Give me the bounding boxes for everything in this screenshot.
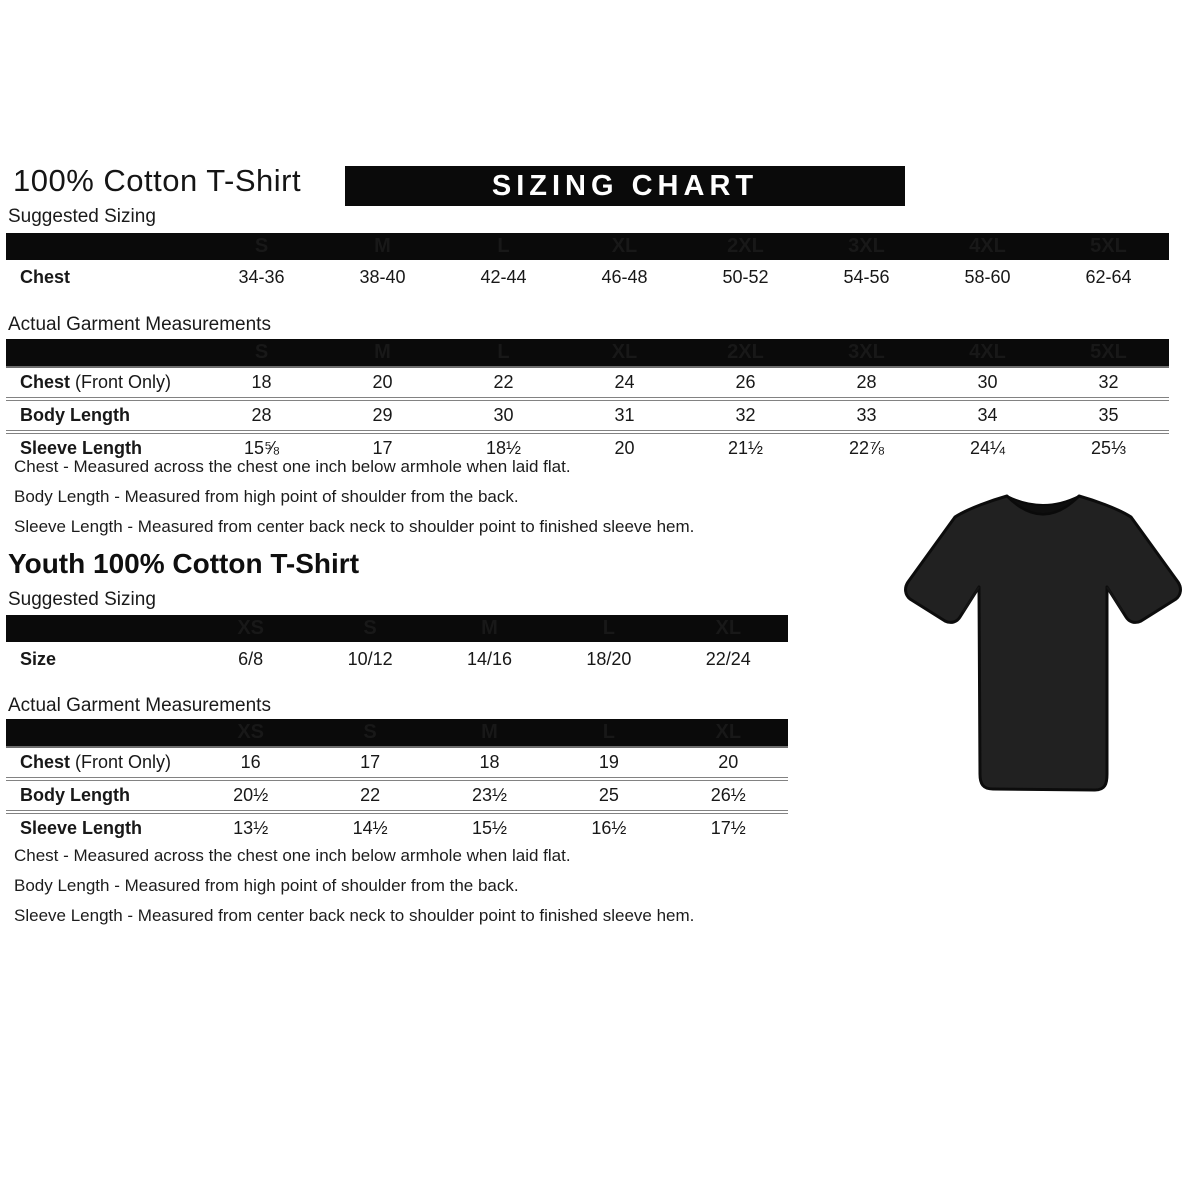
column-header: XL [611, 341, 638, 363]
table-cell: 22 [360, 785, 381, 805]
table-cell: 33 [856, 405, 877, 425]
table-cell: 24¼ [969, 438, 1006, 458]
table-cell: 54-56 [843, 266, 890, 287]
table-cell: 17 [360, 752, 381, 772]
table-header-row [6, 719, 788, 746]
youth-suggested-sizing-table [6, 615, 788, 676]
column-header: XL [715, 617, 742, 639]
table-cell: 15½ [471, 818, 508, 838]
note-sleeve-length: Sleeve Length - Measured from center back neck to shoulder point to finished sleeve hem. [14, 517, 695, 536]
table-cell: 19 [598, 752, 619, 772]
table-cell: 6/8 [238, 648, 264, 669]
column-header: S [254, 341, 269, 363]
table-cell: 32 [735, 405, 756, 425]
table-cell: 21½ [727, 438, 764, 458]
table-cell: 30 [493, 405, 514, 425]
column-header: L [497, 235, 510, 257]
table-cell: 62-64 [1085, 266, 1132, 287]
table-row [6, 746, 788, 777]
column-header: 4XL [969, 235, 1006, 257]
youth-actual-measurements-table [6, 719, 788, 843]
table-cell: 20 [718, 752, 739, 772]
youth-suggested-sizing-label: Suggested Sizing [8, 589, 156, 610]
table-cell: 14½ [352, 818, 388, 838]
adult-measurement-notes [14, 452, 694, 542]
youth-section-title: Youth 100% Cotton T-Shirt [8, 548, 360, 579]
note-chest: Chest - Measured across the chest one inch below armhole when laid flat. [14, 846, 571, 865]
table-cell: 20 [614, 438, 635, 458]
table-row [6, 366, 1169, 397]
column-header: 5XL [1090, 235, 1127, 257]
table-cell: 25 [598, 785, 619, 805]
table-cell: 22 [493, 372, 514, 392]
table-header-row [6, 339, 1169, 366]
adult-suggested-sizing-label: Suggested Sizing [8, 206, 156, 227]
column-header: 4XL [969, 341, 1006, 363]
row-label: Chest (Front Only) [20, 372, 172, 392]
column-header: 2XL [727, 341, 764, 363]
table-cell: 20½ [233, 785, 269, 805]
table-cell: 13½ [233, 818, 269, 838]
table-header-row [6, 233, 1169, 260]
column-header: S [363, 617, 377, 639]
table-row [6, 260, 1169, 294]
table-cell: 23½ [471, 785, 508, 805]
table-cell: 18/20 [586, 648, 632, 669]
column-header: M [374, 341, 391, 363]
table-cell: 35 [1098, 405, 1119, 425]
table-row [6, 777, 788, 810]
table-cell: 20 [372, 372, 393, 392]
table-row [6, 397, 1169, 430]
column-header: 5XL [1090, 341, 1127, 363]
column-header: M [374, 235, 391, 257]
table-cell: 42-44 [480, 266, 527, 287]
table-cell: 17 [372, 438, 393, 458]
table-cell: 18½ [485, 438, 522, 458]
table-cell: 22/24 [705, 648, 751, 669]
adult-actual-measurements-label: Actual Garment Measurements [8, 314, 271, 335]
column-header: XL [715, 721, 742, 743]
table-cell: 26 [735, 372, 756, 392]
column-header: L [602, 617, 615, 639]
youth-measurement-notes [14, 841, 694, 931]
table-cell: 10/12 [347, 648, 393, 669]
table-cell: 17½ [710, 818, 746, 838]
black-tshirt-svg [893, 474, 1193, 814]
table-cell: 30 [977, 372, 998, 392]
table-cell: 26½ [710, 785, 746, 805]
table-cell: 18 [251, 372, 272, 392]
adult-actual-measurements-table [6, 339, 1169, 463]
table-cell: 28 [251, 405, 272, 425]
table-header-row [6, 615, 788, 642]
table-row [6, 642, 788, 676]
note-body-length: Body Length - Measured from high point of shoulder from the back. [14, 487, 519, 506]
note-body-length: Body Length - Measured from high point of shoulder from the back. [14, 876, 519, 895]
table-cell: 38-40 [359, 266, 406, 287]
note-sleeve-length: Sleeve Length - Measured from center back neck to shoulder point to finished sleeve hem. [14, 906, 695, 925]
row-label: Sleeve Length [20, 438, 143, 458]
black-tshirt-image [893, 474, 1193, 814]
row-label: Size [20, 648, 57, 669]
youth-actual-measurements-label: Actual Garment Measurements [8, 695, 271, 716]
table-cell: 25⅓ [1090, 438, 1127, 458]
table-cell: 24 [614, 372, 635, 392]
table-cell: 50-52 [722, 266, 769, 287]
table-row [6, 810, 788, 843]
table-cell: 34-36 [238, 266, 285, 287]
table-cell: 46-48 [601, 266, 648, 287]
column-header: S [363, 721, 377, 743]
column-header: L [602, 721, 615, 743]
table-cell: 15⅝ [243, 438, 280, 458]
column-header: M [481, 617, 498, 639]
table-cell: 16 [240, 752, 261, 772]
table-cell: 28 [856, 372, 877, 392]
table-cell: 29 [372, 405, 393, 425]
row-label: Chest (Front Only) [20, 752, 172, 772]
tshirt-body-shape [906, 496, 1181, 790]
column-header: L [497, 341, 510, 363]
table-cell: 22⅞ [848, 438, 885, 458]
column-header: XS [237, 721, 265, 743]
row-label: Body Length [20, 405, 130, 425]
page-title: 100% Cotton T-Shirt [13, 163, 302, 198]
table-cell: 14/16 [466, 648, 513, 669]
table-cell: 32 [1098, 372, 1119, 392]
table-cell: 16½ [591, 818, 627, 838]
sizing-chart-banner: SIZING CHART [345, 166, 905, 206]
note-chest: Chest - Measured across the chest one inch below armhole when laid flat. [14, 457, 571, 476]
row-label: Chest [20, 266, 71, 287]
table-cell: 34 [977, 405, 998, 425]
table-cell: 58-60 [964, 266, 1011, 287]
column-header: 3XL [848, 341, 885, 363]
row-label: Sleeve Length [20, 818, 143, 838]
column-header: 3XL [848, 235, 885, 257]
column-header: XS [237, 617, 265, 639]
column-header: M [481, 721, 498, 743]
adult-suggested-sizing-table [6, 233, 1169, 294]
table-cell: 18 [479, 752, 500, 772]
row-label: Body Length [20, 785, 130, 805]
column-header: S [254, 235, 269, 257]
column-header: 2XL [727, 235, 764, 257]
column-header: XL [611, 235, 638, 257]
table-cell: 31 [614, 405, 635, 425]
